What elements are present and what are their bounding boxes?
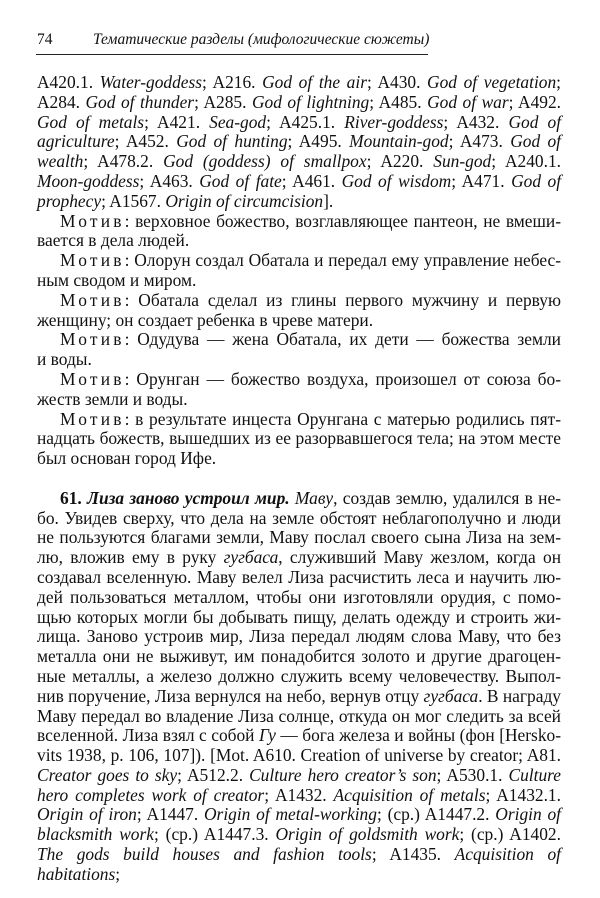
text-segment: God of war bbox=[427, 91, 509, 112]
motif-label: Мотив bbox=[60, 408, 125, 429]
motif-label: Мотив bbox=[60, 368, 125, 389]
text-line bbox=[37, 291, 561, 311]
text-segment: God of vegetation bbox=[427, 72, 557, 92]
text-segment: : Одудува — жена Обатала, их дети — божества земли bbox=[124, 329, 561, 350]
text-line bbox=[37, 568, 561, 588]
text-segment: Origin of goldsmith work bbox=[275, 824, 460, 845]
text-segment: hero completes work of creator bbox=[37, 784, 265, 805]
text-segment: вается в дела людей. bbox=[37, 230, 190, 251]
text-line bbox=[37, 726, 561, 746]
text-line bbox=[37, 844, 561, 884]
text-segment: God of the air bbox=[262, 72, 367, 92]
text-segment: Creator goes to sky bbox=[37, 764, 178, 785]
text-segment: Маву bbox=[294, 487, 334, 508]
text-segment: Маву передал во владение Лиза солнце, откуда он мог следить за всей bbox=[37, 705, 561, 726]
text-line bbox=[37, 251, 561, 271]
text-segment: ; (cp.) A1402. bbox=[459, 824, 561, 845]
text-segment: ; A452. bbox=[114, 131, 177, 152]
text-segment: God of thunder bbox=[85, 91, 195, 112]
text-segment: wealth bbox=[37, 151, 84, 172]
text-segment: металла они не выживут, им понадобится золото и другие драгоцен- bbox=[37, 646, 561, 667]
text-line bbox=[37, 73, 561, 93]
text-segment: не пользуются благами земли, Маву послал своего сына Лиза на зем- bbox=[37, 527, 561, 548]
text-line bbox=[37, 588, 561, 608]
text-line bbox=[37, 667, 561, 687]
text-segment: дей пользоваться металлом, чтобы они изготовляли орудия, с помо- bbox=[37, 586, 561, 607]
text-segment: ; A463. bbox=[139, 170, 200, 191]
text-line bbox=[37, 528, 561, 548]
page-header bbox=[36, 30, 428, 55]
text-line bbox=[37, 231, 561, 251]
text-line bbox=[37, 805, 561, 825]
text-segment: ; A530.1. bbox=[436, 764, 509, 785]
text-segment: ; (cp.) A1447.3. bbox=[153, 824, 276, 845]
text-line bbox=[37, 132, 561, 152]
text-line bbox=[37, 93, 561, 113]
text-segment: нив поручение, Лиза вернулся на небо, вернув отцу bbox=[37, 685, 424, 706]
text-segment: гугбаса bbox=[423, 685, 479, 706]
text-segment: создавал вселенную. Маву велел Лиза расчистить леса и научить лю- bbox=[37, 566, 561, 587]
text-segment: ; A473. bbox=[448, 131, 511, 152]
text-segment: , создав землю, удалился в не- bbox=[333, 487, 561, 508]
text-segment: God of hunting bbox=[176, 131, 288, 152]
text-segment: Sea-god bbox=[209, 111, 267, 132]
text-segment: vits 1938, p. 106, 107]). [Mot. A610. Creation of universe by creator; A81. bbox=[37, 745, 561, 766]
text-segment: : Олорун создал Обатала и передал ему управление небес- bbox=[124, 250, 561, 271]
text-segment: ; A1432.1. bbox=[485, 784, 561, 805]
text-segment: Culture hero creator’s son bbox=[249, 764, 437, 785]
text-segment: щью которых могли бы добывать пищу, делать одежду и строить жи- bbox=[37, 606, 561, 627]
text-line bbox=[37, 429, 561, 449]
page-number: 74 bbox=[37, 31, 53, 48]
text-segment: ; A471. bbox=[451, 170, 512, 191]
text-line bbox=[37, 825, 561, 845]
text-segment: Origin of bbox=[495, 804, 561, 825]
text-segment: ; A512.2. bbox=[177, 764, 250, 785]
text-segment: ; A425.1. bbox=[266, 111, 345, 132]
text-line bbox=[37, 707, 561, 727]
text-segment: prophecy bbox=[37, 190, 102, 211]
text-segment: A284. bbox=[37, 91, 86, 112]
text-segment: : верховное божество, возглавляющее пантеон, не вмеши- bbox=[124, 210, 561, 231]
text-segment: God of fate bbox=[199, 170, 282, 191]
text-line bbox=[37, 786, 561, 806]
text-segment: бо. Увидев сверху, что дела на земле обстоят неблагополучно и люди bbox=[37, 507, 561, 528]
text-line bbox=[37, 271, 561, 291]
text-segment: ; A421. bbox=[144, 111, 210, 132]
text-segment: Water-goddess bbox=[99, 72, 203, 92]
text-segment: Moon-goddess bbox=[37, 170, 140, 191]
text-segment: : в результате инцеста Орунгана с матерью родились пят- bbox=[124, 408, 561, 429]
blank-line bbox=[37, 469, 561, 489]
text-line bbox=[37, 311, 561, 331]
text-segment: женщину; он создает ребенка в чреве матери. bbox=[37, 309, 374, 330]
text-line bbox=[37, 192, 561, 212]
text-line bbox=[37, 509, 561, 529]
text-segment: жеств земли и воды. bbox=[37, 388, 188, 409]
text-segment: ; A1567. bbox=[101, 190, 166, 211]
text-segment: Acquisition of metals bbox=[333, 784, 486, 805]
text-line bbox=[37, 548, 561, 568]
text-segment: River-goddess bbox=[344, 111, 444, 132]
section-heading: Лиза заново устроил мир. bbox=[87, 487, 295, 508]
text-line bbox=[37, 627, 561, 647]
text-segment: ; A216. bbox=[202, 72, 263, 92]
text-segment: ; A1435. bbox=[371, 844, 455, 865]
text-segment: ; A478.2. bbox=[83, 151, 164, 172]
text-segment: God of wisdom bbox=[341, 170, 452, 191]
motif-label: Мотив bbox=[60, 289, 125, 310]
text-line bbox=[37, 350, 561, 370]
text-segment: Origin of iron bbox=[37, 804, 137, 825]
text-segment: Гу bbox=[258, 725, 276, 746]
text-segment: лища. Заново устроив мир, Лиза передал людям слова Маву, что без bbox=[37, 626, 561, 647]
motif-label: Мотив bbox=[60, 329, 125, 350]
text-line bbox=[37, 172, 561, 192]
text-line bbox=[37, 647, 561, 667]
text-segment: Origin of metal-working bbox=[204, 804, 377, 825]
text-segment: ; A1432. bbox=[264, 784, 334, 805]
text-segment: лю, вложив ему в руку bbox=[37, 547, 224, 568]
text-segment: ные металлы, а железо должно служить всему человечеству. Выпол- bbox=[37, 665, 561, 686]
text-segment: blacksmith work bbox=[37, 824, 154, 845]
text-line bbox=[37, 113, 561, 133]
text-segment: God of metals bbox=[37, 111, 145, 132]
text-segment: ; A495. bbox=[287, 131, 350, 152]
text-line bbox=[37, 212, 561, 232]
text-segment: ; bbox=[115, 863, 121, 884]
text-segment: Origin of circumcision bbox=[165, 190, 324, 211]
text-segment: ; A461. bbox=[281, 170, 342, 191]
text-segment: God of lightning bbox=[251, 91, 370, 112]
text-segment: ; bbox=[556, 72, 562, 92]
text-segment: и воды. bbox=[37, 349, 92, 370]
text-segment: ; A430. bbox=[366, 72, 428, 92]
text-segment: ; A485. bbox=[369, 91, 428, 112]
text-line bbox=[37, 766, 561, 786]
text-segment: ным сводом и миром. bbox=[37, 269, 197, 290]
text-segment: , служивший Маву жезлом, когда он bbox=[278, 547, 562, 568]
text-segment: . В награду bbox=[478, 685, 561, 706]
section-heading: 61. bbox=[60, 487, 88, 508]
running-title: Тематические разделы (мифологические сюжеты) bbox=[93, 31, 430, 48]
text-segment: A420.1. bbox=[37, 72, 100, 92]
text-segment: Sun-god bbox=[433, 151, 492, 172]
text-segment: — бога железа и войны (фон [Hersko- bbox=[275, 725, 562, 746]
motif-label: Мотив bbox=[60, 250, 125, 271]
text-line bbox=[37, 608, 561, 628]
text-segment: был основан город Ифе. bbox=[37, 448, 217, 469]
text-segment: ; A432. bbox=[443, 111, 509, 132]
text-line bbox=[37, 687, 561, 707]
text-segment: agriculture bbox=[37, 131, 115, 152]
text-segment: Mountain-god bbox=[349, 131, 449, 152]
text-line bbox=[37, 330, 561, 350]
text-line bbox=[37, 746, 561, 766]
text-segment: Acquisition of habitations bbox=[37, 844, 561, 884]
motif-label: Мотив bbox=[60, 210, 125, 231]
text-segment: гугбаса bbox=[223, 547, 279, 568]
text-segment: God (goddess) of smallpox bbox=[163, 151, 367, 172]
text-segment: вселенной. Лиза взял с собой bbox=[37, 725, 259, 746]
text-segment: : Обатала сделал из глины первого мужчину и первую bbox=[124, 289, 561, 310]
text-segment: ; A220. bbox=[366, 151, 434, 172]
text-segment: ; A492. bbox=[508, 91, 562, 112]
text-segment: God of bbox=[511, 170, 562, 191]
text-segment: надцать божеств, вышедших из ее разорвавшегося тела; на этом месте bbox=[37, 428, 561, 449]
text-segment: ; A1447. bbox=[136, 804, 204, 825]
text-segment: ]. bbox=[323, 190, 334, 211]
body-text bbox=[37, 72, 562, 884]
text-line bbox=[37, 410, 561, 430]
text-segment: ; A240.1. bbox=[491, 151, 562, 172]
text-segment: : Орунган — божество воздуха, произошел от союза бо- bbox=[124, 368, 561, 389]
text-line bbox=[37, 449, 561, 469]
text-segment: God of bbox=[510, 131, 562, 152]
text-segment: ; A285. bbox=[194, 91, 252, 112]
text-segment: The gods build houses and fashion tools bbox=[37, 844, 372, 865]
text-line bbox=[37, 370, 561, 390]
text-line bbox=[37, 489, 561, 509]
text-segment: God of bbox=[508, 111, 562, 132]
text-line bbox=[37, 152, 561, 172]
text-line bbox=[37, 390, 561, 410]
text-segment: ; (cp.) A1447.2. bbox=[376, 804, 496, 825]
text-segment: Culture bbox=[508, 764, 561, 785]
